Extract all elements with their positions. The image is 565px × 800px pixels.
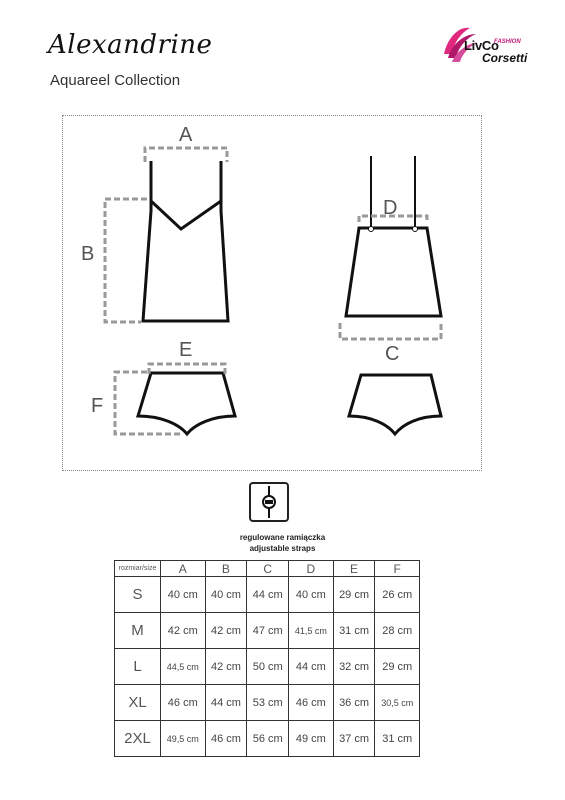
strap-label-pl: regulowane ramiączka xyxy=(239,533,326,542)
brand-logo xyxy=(440,24,550,74)
header-d: D xyxy=(289,561,334,577)
value-cell: 44 cm xyxy=(247,577,289,613)
size-cell: 2XL xyxy=(115,721,161,757)
value-cell: 53 cm xyxy=(247,685,289,721)
adjustable-strap-icon xyxy=(249,482,289,522)
chemise-back xyxy=(346,156,441,316)
table-header-row xyxy=(115,561,420,577)
size-cell: S xyxy=(115,577,161,613)
value-cell: 36 cm xyxy=(333,685,375,721)
value-cell: 49,5 cm xyxy=(161,721,206,757)
table-row xyxy=(115,577,420,613)
brand-fashion: FASHION xyxy=(494,39,521,45)
dimension-b xyxy=(105,199,147,322)
size-cell: M xyxy=(115,613,161,649)
value-cell: 29 cm xyxy=(375,649,420,685)
size-cell: L xyxy=(115,649,161,685)
dimension-a xyxy=(145,148,227,162)
value-cell: 42 cm xyxy=(205,613,247,649)
value-cell: 31 cm xyxy=(375,721,420,757)
value-cell: 32 cm xyxy=(333,649,375,685)
value-cell: 40 cm xyxy=(289,577,334,613)
header-a: A xyxy=(161,561,206,577)
value-cell: 37 cm xyxy=(333,721,375,757)
value-cell: 40 cm xyxy=(205,577,247,613)
label-b: B xyxy=(81,243,95,265)
table-row xyxy=(115,649,420,685)
label-e: E xyxy=(179,339,193,361)
value-cell: 46 cm xyxy=(205,721,247,757)
table-row xyxy=(115,613,420,649)
value-cell: 49 cm xyxy=(289,721,334,757)
size-table xyxy=(114,560,420,757)
chemise-front xyxy=(143,161,228,321)
size-cell: XL xyxy=(115,685,161,721)
label-a: A xyxy=(179,124,193,146)
value-cell: 31 cm xyxy=(333,613,375,649)
value-cell: 42 cm xyxy=(161,613,206,649)
value-cell: 47 cm xyxy=(247,613,289,649)
header-e: E xyxy=(333,561,375,577)
value-cell: 44 cm xyxy=(205,685,247,721)
header-b: B xyxy=(205,561,247,577)
value-cell: 40 cm xyxy=(161,577,206,613)
header-f: F xyxy=(375,561,420,577)
value-cell: 42 cm xyxy=(205,649,247,685)
value-cell: 28 cm xyxy=(375,613,420,649)
brand-name-line1: LivCo xyxy=(464,38,499,53)
table-row xyxy=(115,685,420,721)
value-cell: 30,5 cm xyxy=(375,685,420,721)
table-row xyxy=(115,721,420,757)
value-cell: 41,5 cm xyxy=(289,613,334,649)
shorts-back xyxy=(349,375,441,434)
product-title: Alexandrine xyxy=(48,30,213,60)
value-cell: 46 cm xyxy=(161,685,206,721)
value-cell: 50 cm xyxy=(247,649,289,685)
value-cell: 29 cm xyxy=(333,577,375,613)
value-cell: 56 cm xyxy=(247,721,289,757)
value-cell: 44 cm xyxy=(289,649,334,685)
dimension-c xyxy=(340,323,441,339)
measurement-diagram xyxy=(62,115,482,471)
header-size: rozmiar/size xyxy=(115,561,161,577)
collection-name: Aquareel Collection xyxy=(50,72,181,89)
label-c: C xyxy=(385,343,400,365)
header-c: C xyxy=(247,561,289,577)
garment-sketch xyxy=(63,116,483,472)
value-cell: 26 cm xyxy=(375,577,420,613)
brand-name-line2: Corsetti xyxy=(482,51,528,65)
value-cell: 44,5 cm xyxy=(161,649,206,685)
shorts-front xyxy=(138,373,235,434)
value-cell: 46 cm xyxy=(289,685,334,721)
label-d: D xyxy=(383,197,398,219)
label-f: F xyxy=(91,395,104,417)
strap-label-en: adjustable straps xyxy=(249,544,316,553)
